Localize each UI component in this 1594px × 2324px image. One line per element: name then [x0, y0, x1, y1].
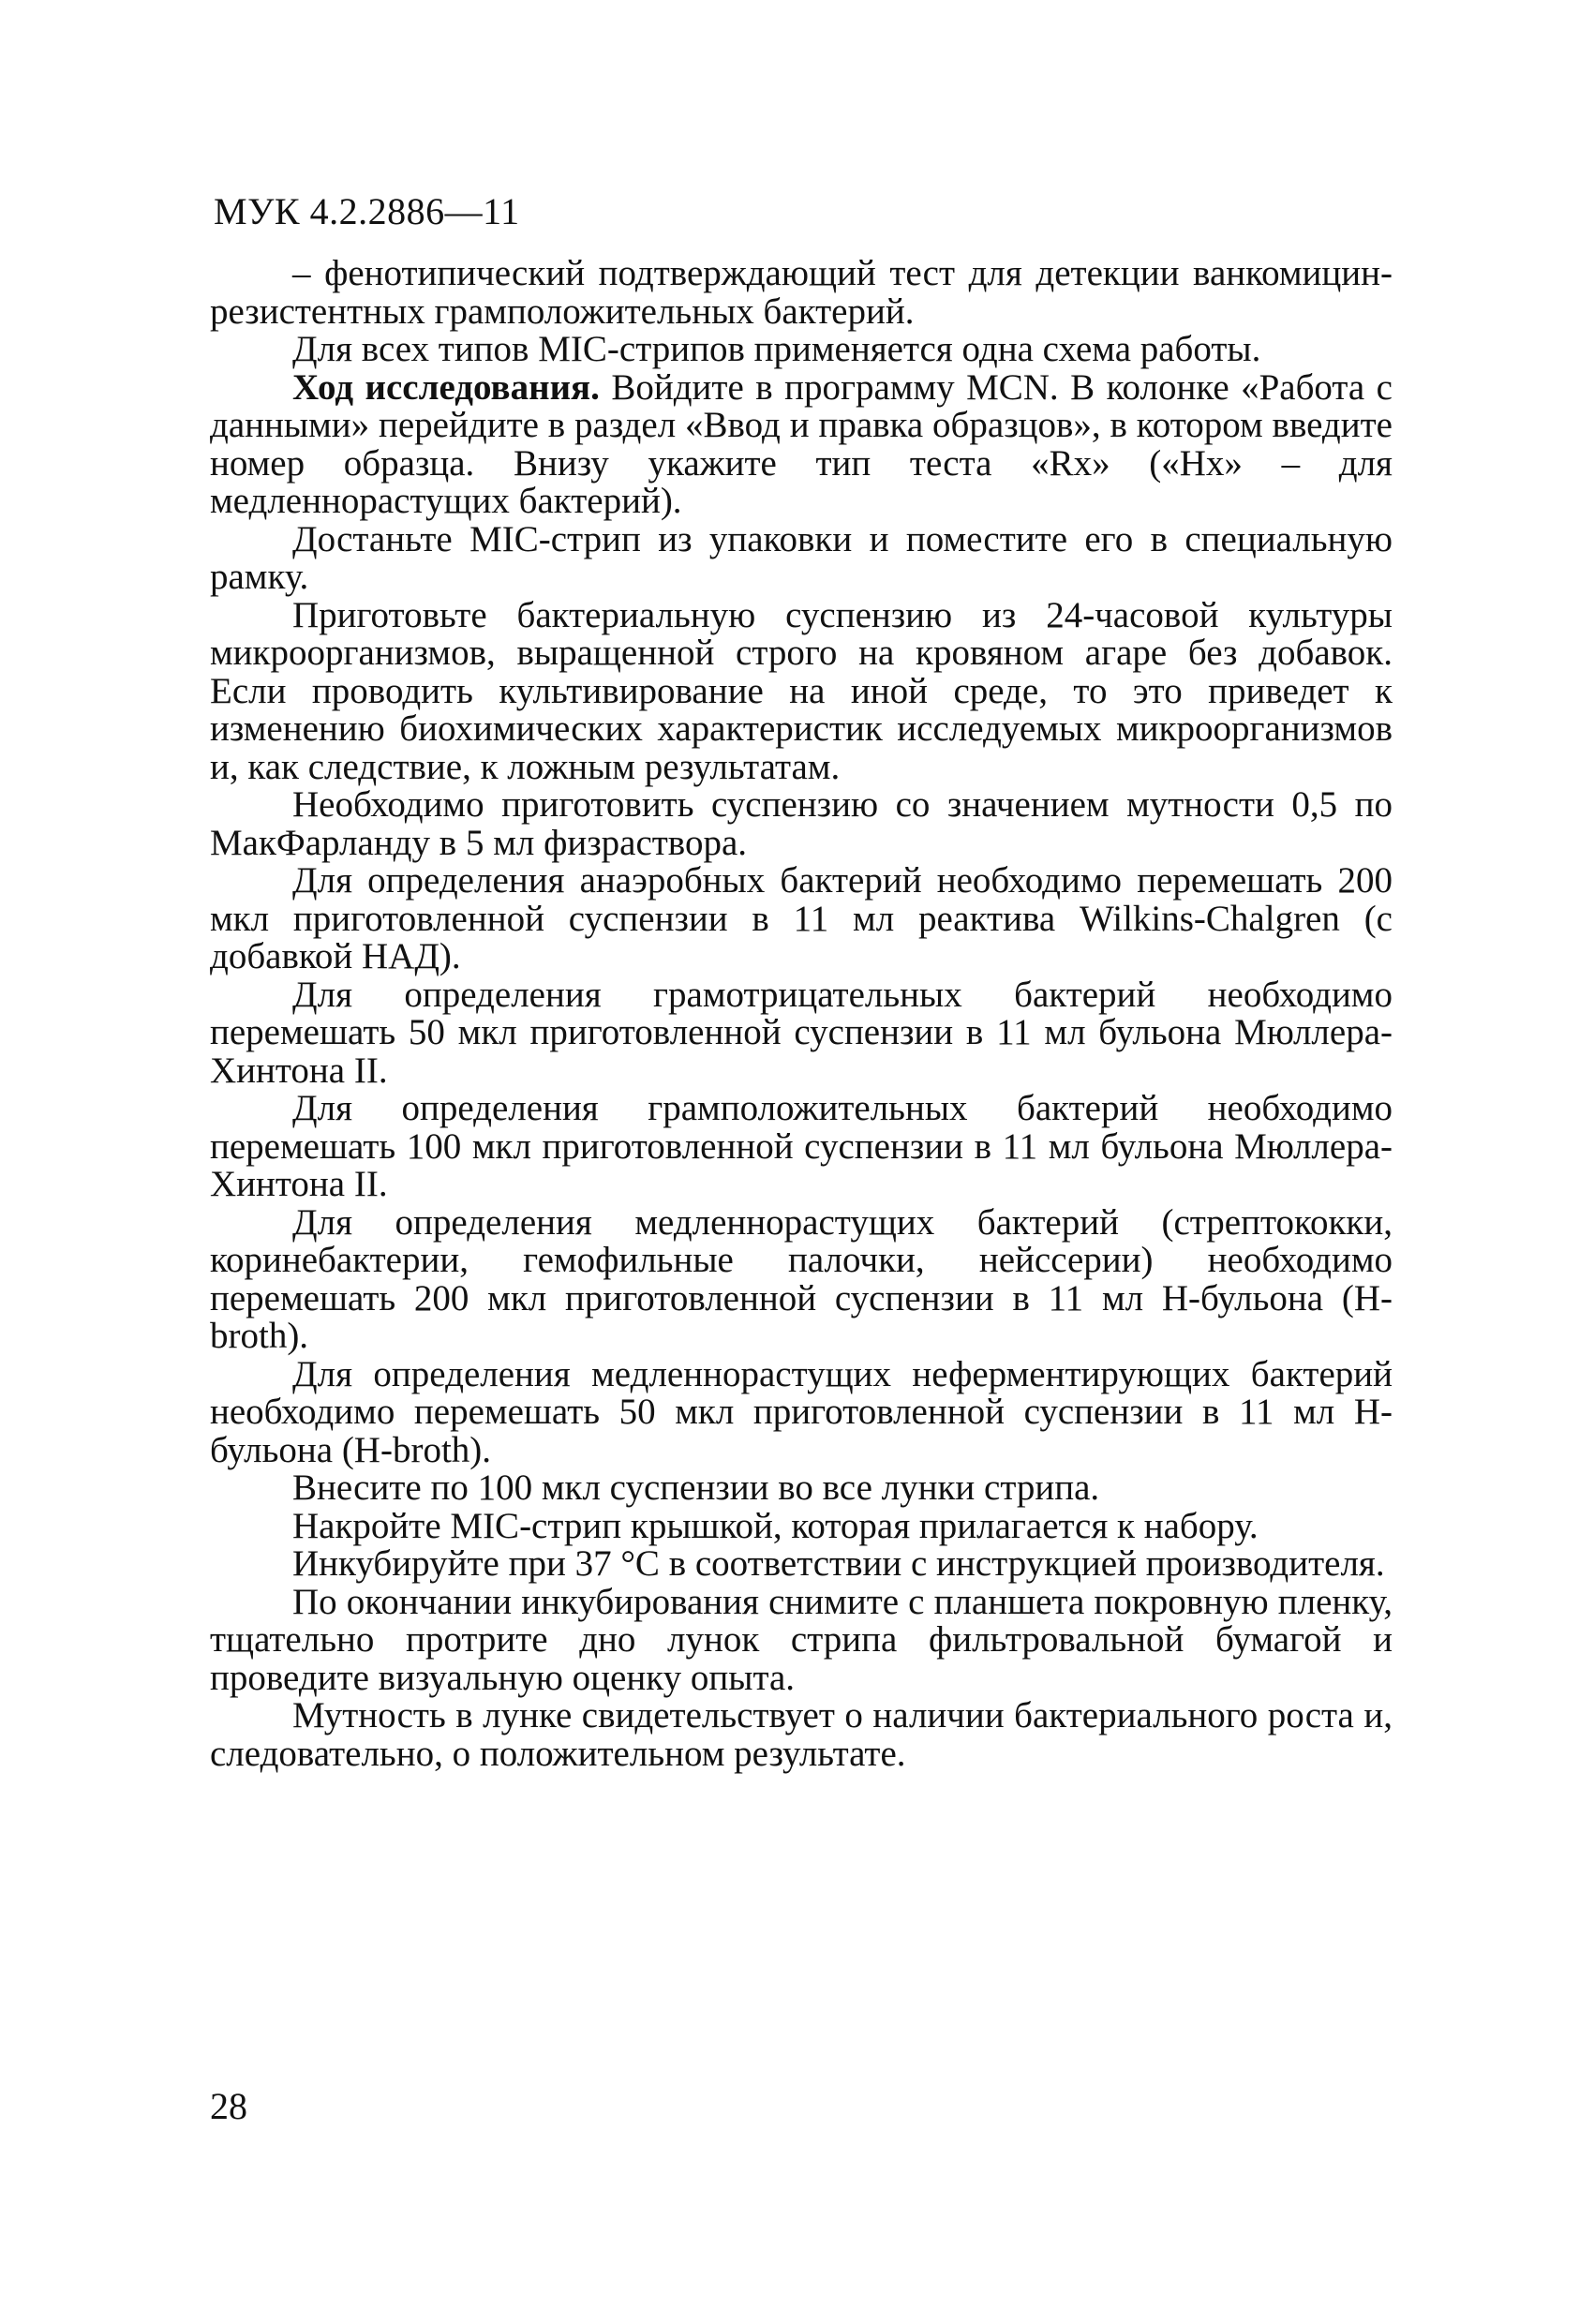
paragraph-14-text: Инкубируйте при 37 °С в соответствии с инструкцией производителя.	[292, 1543, 1385, 1584]
document-body	[210, 255, 1393, 1773]
paragraph-3	[210, 366, 1393, 521]
paragraph-13	[210, 1505, 1393, 1546]
page-number: 28	[210, 2085, 247, 2127]
paragraph-3-text: Войдите в программу MCN. В колонке «Работа с данными» перейдите в раздел «Ввод и правка образцов», в котором введите номер образца. Внизу укажите тип теста «Rx» («Hx» – для медленнорастущих бактерий).	[210, 366, 1393, 521]
paragraph-2	[210, 331, 1393, 369]
paragraph-6	[210, 786, 1393, 862]
paragraph-4	[210, 518, 1393, 597]
paragraph-7-text: Для определения анаэробных бактерий необходимо перемешать 200 мкл приготовленной суспензии в 11 мл реактива Wilkins-Chalgren (с добавкой НАД).	[210, 860, 1393, 976]
paragraph-15	[210, 1581, 1393, 1698]
paragraph-10-text: Для определения медленнорастущих бактерий (стрептококки, коринебактерии, гемофильные палочки, нейссерии) необходимо перемешать 200 мкл приготовленной суспензии в 11 мл Н-бульона (H-broth).	[210, 1201, 1393, 1356]
paragraph-14	[210, 1545, 1393, 1584]
paragraph-13-text: Накройте MIC-стрип крышкой, которая прилагается к набору.	[292, 1505, 1259, 1546]
paragraph-4-text: Достаньте MIC-стрип из упаковки и поместите его в специальную рамку.	[210, 518, 1393, 597]
paragraph-10	[210, 1201, 1393, 1356]
paragraph-9	[210, 1090, 1393, 1204]
paragraph-8	[210, 976, 1393, 1091]
paragraph-16	[210, 1697, 1393, 1773]
document-code-header: МУК 4.2.2886—11	[214, 190, 520, 232]
paragraph-5-text: Приготовьте бактериальную суспензию из 24-часовой культуры микроорганизмов, выращенной строго на кровяном агаре без добавок. Если проводить культивирование на иной среде, то это приведет к изменению биохимических характеристик исследуемых микроорганизмов и, как следствие, к ложным результатам.	[210, 594, 1393, 787]
paragraph-15-text: По окончании инкубирования снимите с планшета покровную пленку, тщательно протрите дно лунок стрипа фильтровальной бумагой и проведите визуальную оценку опыта.	[210, 1581, 1393, 1698]
paragraph-7	[210, 862, 1393, 976]
paragraph-5	[210, 594, 1393, 787]
paragraph-9-text: Для определения грамположительных бактерий необходимо перемешать 100 мкл приготовленной суспензии в 11 мл бульона Мюллера-Хинтона II.	[210, 1088, 1393, 1204]
paragraph-1	[210, 255, 1393, 331]
paragraph-12-text: Внесите по 100 мкл суспензии во все лунки стрипа.	[292, 1467, 1100, 1508]
paragraph-2-text: Для всех типов MIC-стрипов применяется одна схема работы.	[292, 329, 1261, 369]
paragraph-6-text: Необходимо приготовить суспензию со значением мутности 0,5 по МакФарланду в 5 мл физраствора.	[210, 784, 1393, 863]
paragraph-3-heading: Ход исследования.	[292, 366, 600, 408]
paragraph-12	[210, 1469, 1393, 1508]
paragraph-11	[210, 1353, 1393, 1470]
paragraph-8-text: Для определения грамотрицательных бактерий необходимо перемешать 50 мкл приготовленной суспензии в 11 мл бульона Мюллера-Хинтона II.	[210, 974, 1393, 1091]
paragraph-11-text: Для определения медленнорастущих неферментирующих бактерий необходимо перемешать 50 мкл приготовленной суспензии в 11 мл Н-бульона (H-broth).	[210, 1353, 1393, 1470]
paragraph-1-text: – фенотипический подтверждающий тест для детекции ванкомицин-резистентных грамположительных бактерий.	[210, 253, 1393, 332]
paragraph-16-text: Мутность в лунке свидетельствует о наличии бактериального роста и, следовательно, о положительном результате.	[210, 1695, 1393, 1774]
